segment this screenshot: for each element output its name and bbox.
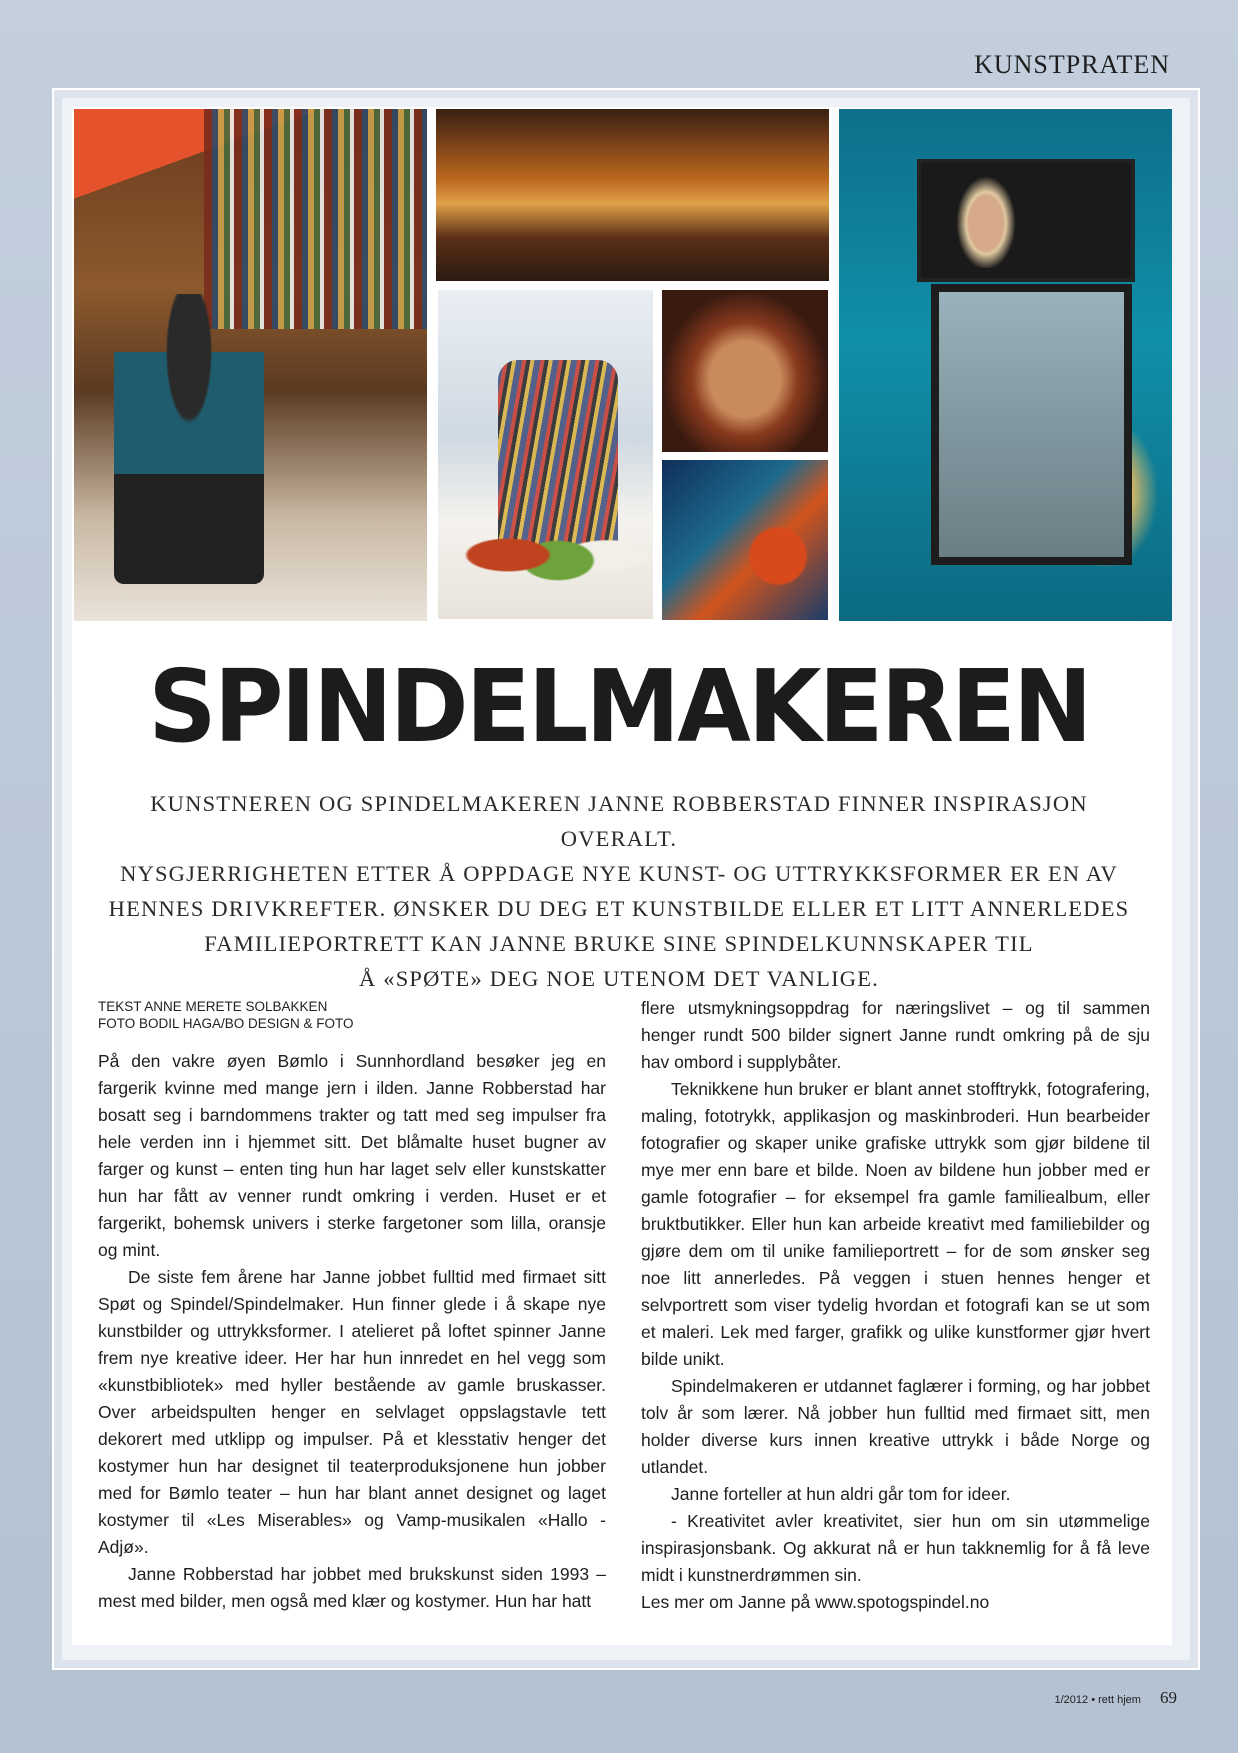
- lede-line: KUNSTNEREN OG SPINDELMAKEREN JANNE ROBBERSTAD FINNER INSPIRASJON OVERALT.: [150, 791, 1088, 851]
- blue-wall-frames-photo: [839, 109, 1172, 621]
- cups-shape: [448, 500, 648, 610]
- lede-line: HENNES DRIVKREFTER. ØNSKER DU DEG ET KUNSTBILDE ELLER ET LITT ANNERLEDES: [108, 896, 1130, 921]
- body-paragraph: De siste fem årene har Janne jobbet fulltid med firmaet sitt Spøt og Spindel/Spindelmaker. Hun finner glede i å skape nye kunstbilder og uttrykksformer. I atelieret på loftet spinner Janne frem nye kreative ideer. Her har hun innredet en hel vegg som «kunstbibliotek» med hyller bestående av gamle bruskasser. Over arbeidspulten henger en selvlaget oppslagstavle tett dekorert med utklipp og impulser. På et klesstativ henger det kostymer hun har designet til teaterproduksjonene hun jobber med for Bømlo teater – hun har blant annet designet og laget kostymer til «Les Miserables» og Vamp-musikalen «Hallo - Adjø».: [98, 1267, 606, 1557]
- lede-line: Å «SPØTE» DEG NOE UTENOM DET VANLIGE.: [358, 966, 879, 991]
- magazine-name: rett hjem: [1098, 1694, 1141, 1706]
- body-paragraph: Spindelmakeren er utdannet faglærer i forming, og har jobbet tolv år som lærer. Nå jobber hun fulltid med firmaet sitt, men holder diverse kurs innen kreative uttrykk i både Norge og utlandet.: [641, 1376, 1150, 1477]
- artist-in-studio-photo: [74, 109, 427, 621]
- body-paragraph: - Kreativitet avler kreativitet, sier hun om sin utømmelige inspirasjonsbank. Og akkurat nå er hun takknemlig for å få leve midt i kunstnerdrømmen sin.: [641, 1511, 1150, 1585]
- article-lede: [95, 786, 1143, 996]
- body-column-left: [98, 1048, 606, 1615]
- page-footer: [1055, 1688, 1178, 1708]
- framed-door-art-shape: [931, 284, 1132, 565]
- artist-figure-shape: [114, 294, 264, 584]
- body-paragraph: flere utsmykningsoppdrag for næringslivet – og til sammen henger rundt 500 bilder signert Janne rundt omkring på de sju hav ombord i supplybåter.: [641, 998, 1150, 1072]
- page-number: 69: [1160, 1688, 1177, 1707]
- issue-number: 1/2012: [1054, 1694, 1089, 1706]
- body-paragraph: Janne forteller at hun aldri går tom for ideer.: [671, 1484, 1011, 1504]
- photo-credit: FOTO BODIL HAGA/BO DESIGN & FOTO: [98, 1016, 354, 1031]
- body-paragraph: Teknikkene hun bruker er blant annet stofftrykk, fotografering, maling, fototrykk, applikasjon og maskinbroderi. Hun bearbeider fotografier og skaper unike grafiske uttrykk som gjør bildene til mye mer enn bare et bilde. Noen av bildene hun jobber med er gamle fotografier – for eksempel fra gamle familiealbum, eller bruktbutikker. Eller hun kan arbeide kreativt med familiebilder og gjøre dem om til unike familieportrett – for de som ønsker seg noe litt annerledes. På veggen i stuen hennes henger et selvportrett som viser tydelig hvordan et fotografi kan se ut som et maleri. Lek med farger, grafikk og ulike kunstformer gjør hvert bilde unikt.: [641, 1079, 1150, 1369]
- footer-bullet: •: [1091, 1694, 1096, 1706]
- body-column-right: [641, 995, 1150, 1616]
- website-link[interactable]: Les mer om Janne på www.spotogspindel.no: [641, 1592, 990, 1612]
- paint-brushes-photo: [438, 290, 653, 619]
- boat-painting-photo: [436, 109, 829, 281]
- portrait-painting-photo: [662, 290, 828, 452]
- body-paragraph: På den vakre øyen Bømlo i Sunnhordland besøker jeg en fargerik kvinne med mange jern i ilden. Janne Robberstad har bosatt seg i barndommens trakter og tatt med seg impulser fra hele verden inn i hjemmet sitt. Det blåmalte huset bugner av farger og kunst – enten ting hun har laget selv eller kunstskatter hun har fått av venner rundt omkring i verden. Huset er et fargerikt, bohemsk univers i sterke fargetoner som lilla, oransje og mint.: [98, 1051, 606, 1260]
- section-label: KUNSTPRATEN: [974, 50, 1170, 79]
- article-title: SPINDELMAKEREN: [148, 648, 1090, 765]
- lede-line: NYSGJERRIGHETEN ETTER Å OPPDAGE NYE KUNST- OG UTTRYKKSFORMER ER EN AV: [120, 861, 1118, 886]
- text-credit: TEKST ANNE MERETE SOLBAKKEN: [98, 999, 328, 1014]
- red-hair-artwork-photo: [662, 460, 828, 620]
- lede-line: FAMILIEPORTRETT KAN JANNE BRUKE SINE SPINDELKUNNSKAPER TIL: [204, 931, 1034, 956]
- framed-portrait-shape: [917, 159, 1135, 282]
- article-credits: [98, 998, 598, 1032]
- body-paragraph: Janne Robberstad har jobbet med brukskunst siden 1993 – mest med bilder, men også med klær og kostymer. Hun har hatt: [98, 1564, 606, 1611]
